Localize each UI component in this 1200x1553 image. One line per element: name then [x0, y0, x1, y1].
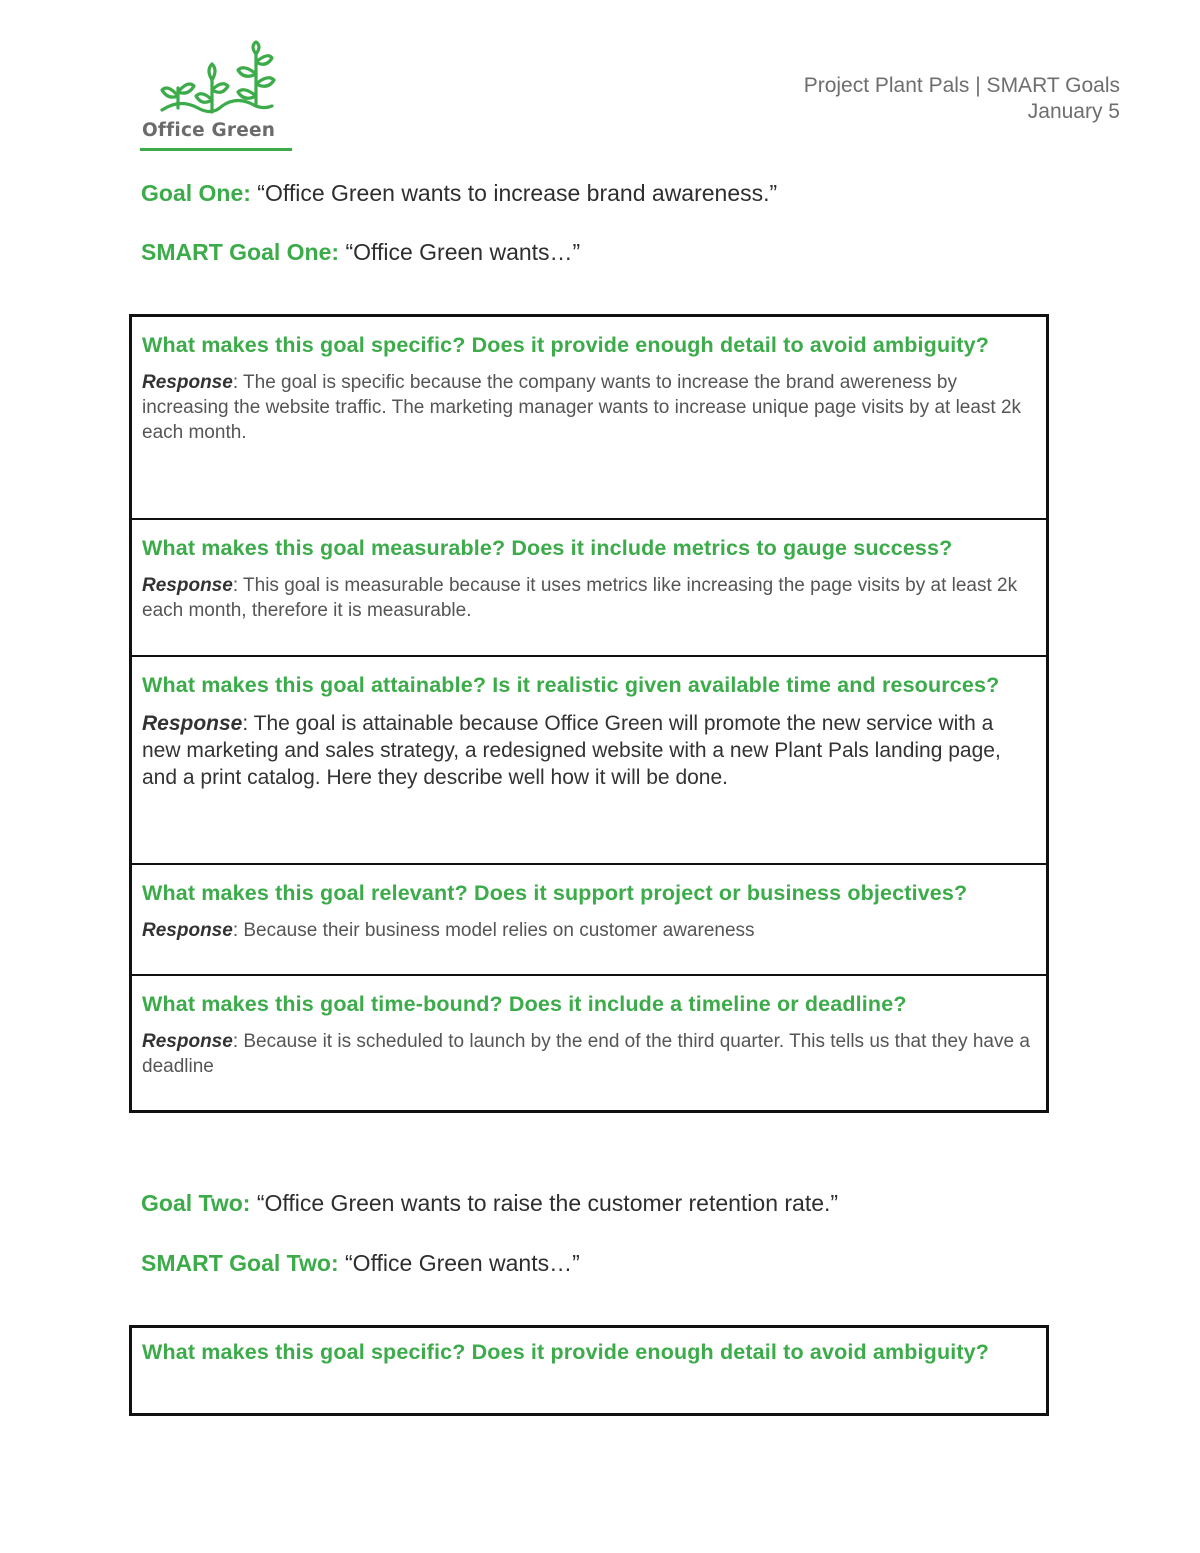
logo-underline — [140, 148, 292, 151]
smart-goal-two-line — [141, 1250, 580, 1277]
criteria-question: What makes this goal specific? Does it provide enough detail to avoid ambiguity? — [142, 333, 990, 357]
criteria-response — [142, 573, 1036, 623]
response-label: Response — [142, 372, 233, 393]
response-label: Response — [142, 575, 233, 596]
criteria-question: What makes this goal specific? Does it provide enough detail to avoid ambiguity? — [142, 1340, 990, 1364]
criteria-response — [142, 918, 1036, 943]
criteria-response — [142, 1029, 1036, 1079]
criteria-cell-attainable — [132, 657, 1046, 865]
criteria-question: What makes this goal relevant? Does it support project or business objectives? — [142, 881, 968, 905]
smart-criteria-table-one — [129, 314, 1049, 1113]
criteria-cell-time-bound — [132, 976, 1046, 1110]
criteria-question: What makes this goal time-bound? Does it include a timeline or deadline? — [142, 992, 907, 1016]
header-date: January 5 — [1027, 100, 1120, 123]
criteria-cell-relevant — [132, 865, 1046, 976]
response-text: : Because their business model relies on customer awareness — [232, 920, 755, 941]
response-text: : This goal is measurable because it uses metrics like increasing the page visits by at least 2k each month, therefore it is measurable. — [142, 575, 1018, 621]
smart-goal-two-text: “Office Green wants…” — [345, 1250, 580, 1276]
response-label: Response — [142, 920, 233, 941]
smart-goal-one-line — [141, 239, 580, 266]
response-label: Response — [142, 712, 243, 735]
criteria-cell-measurable — [132, 520, 1046, 657]
criteria-question: What makes this goal measurable? Does it include metrics to gauge success? — [142, 536, 953, 560]
goal-one-line — [141, 180, 777, 207]
plant-sprouts-icon — [140, 40, 293, 118]
smart-criteria-table-two — [129, 1325, 1049, 1416]
goal-two-text: “Office Green wants to raise the customer retention rate.” — [256, 1190, 839, 1216]
smart-goal-two-label: SMART Goal Two: — [141, 1250, 339, 1276]
criteria-response — [142, 370, 1036, 445]
logo-wordmark: Office Green — [142, 120, 276, 141]
goal-two-label: Goal Two: — [141, 1190, 251, 1216]
smart-goal-one-label: SMART Goal One: — [141, 239, 340, 265]
office-green-logo — [140, 40, 293, 152]
document-header — [804, 73, 1120, 125]
response-text: : The goal is specific because the company wants to increase the brand awereness by increasing the website traffic. The marketing manager wants to increase unique page visits by at least 2k each month. — [142, 372, 1022, 443]
criteria-response — [142, 710, 1036, 791]
goal-two-line — [141, 1190, 838, 1217]
criteria-question: What makes this goal attainable? Is it realistic given available time and resources? — [142, 673, 1000, 697]
criteria-cell-specific — [132, 317, 1046, 520]
goal-one-text: “Office Green wants to increase brand awareness.” — [257, 180, 778, 206]
goal-one-label: Goal One: — [141, 180, 251, 206]
response-text: : Because it is scheduled to launch by the end of the third quarter. This tells us that they have a deadline — [142, 1031, 1030, 1077]
header-title: Project Plant Pals | SMART Goals — [803, 74, 1120, 97]
criteria-cell-specific — [132, 1328, 1046, 1413]
response-text: : The goal is attainable because Office Green will promote the new service with a new marketing and sales strategy, a redesigned website with a new Plant Pals landing page, and a print catalog. Here they describe well how it will be done. — [142, 712, 1001, 789]
response-label: Response — [142, 1031, 233, 1052]
smart-goal-one-text: “Office Green wants…” — [345, 239, 581, 265]
